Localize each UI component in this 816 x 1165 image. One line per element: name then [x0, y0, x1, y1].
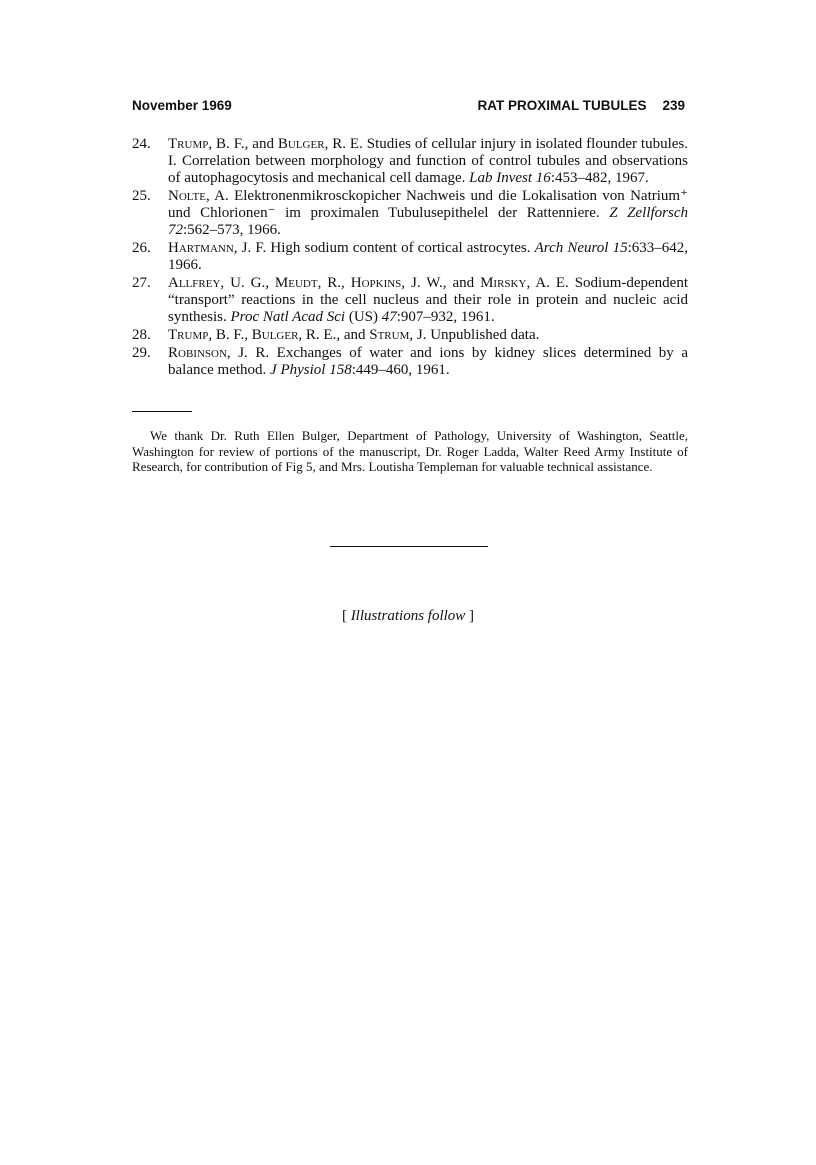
section-divider	[330, 546, 488, 547]
journal-citation: Lab Invest 16	[469, 170, 551, 186]
reference-item	[132, 327, 688, 344]
footnote-divider	[132, 411, 192, 412]
author-name: Allfrey	[168, 275, 221, 291]
reference-text: :453–482, 1967.	[550, 170, 649, 186]
author-name: Mirsky	[480, 275, 527, 291]
author-name: Hopkins	[350, 275, 402, 291]
journal-citation: 47	[381, 309, 397, 325]
follow-bracket-close: ]	[465, 608, 475, 624]
author-name: Bulger	[277, 136, 325, 152]
running-header	[132, 98, 685, 118]
page-number: 239	[662, 98, 685, 113]
author-name: Robinson	[168, 345, 227, 361]
author-name: Bulger	[251, 327, 299, 343]
reference-item	[132, 240, 688, 274]
reference-number: 24.	[132, 136, 151, 152]
reference-item	[132, 188, 688, 239]
author-name: Meudt	[274, 275, 318, 291]
reference-number: 28.	[132, 327, 151, 343]
author-name: Trump	[168, 136, 209, 152]
illustrations-follow-note	[0, 608, 816, 625]
reference-text: , A. Elektronenmikrosckopicher Nachweis und die Lokalisation von Natrium⁺ und Chlorionen⁻ im proximalen Tubulusepithelel der Rattenniere.	[168, 188, 688, 221]
author-name: Strum	[369, 327, 410, 343]
reference-text: :907–932, 1961.	[396, 309, 495, 325]
reference-text: :449–460, 1961.	[351, 362, 450, 378]
reference-text: , B. F.,	[208, 327, 252, 343]
journal-citation: Proc Natl Acad Sci	[230, 309, 346, 325]
reference-text: , R.,	[317, 275, 351, 291]
journal-citation: J Physiol 158	[270, 362, 352, 378]
reference-text: , A. E. Sodium-dependent “transport” reactions in the cell nucleus and their role in protein and nucleic acid synthesis.	[168, 275, 689, 325]
reference-text: , J. F. High sodium content of cortical astrocytes.	[233, 240, 535, 256]
issue-date: November 1969	[132, 98, 232, 113]
reference-list	[132, 136, 688, 380]
reference-text: :633–642, 1966.	[168, 240, 688, 273]
journal-citation: Z Zellforsch 72	[168, 205, 688, 238]
running-title-group	[477, 98, 685, 113]
running-title: RAT PROXIMAL TUBULES	[477, 98, 647, 113]
reference-item	[132, 136, 688, 187]
reference-item	[132, 275, 688, 326]
author-name: Trump	[168, 327, 209, 343]
reference-item	[132, 345, 688, 379]
author-name: Hartmann	[168, 240, 234, 256]
journal-citation: Arch Neurol 15	[534, 240, 628, 256]
reference-number: 25.	[132, 188, 151, 204]
acknowledgment: We thank Dr. Ruth Ellen Bulger, Department of Pathology, University of Washington, Seattle, Washington for review of portions of the manuscript, Dr. Roger Ladda, Walter Reed Army Institute of Research, for contribution of Fig 5, and Mrs. Loutisha Templeman for valuable technical assistance.	[132, 428, 688, 474]
reference-text: , J. R. Exchanges of water and ions by kidney slices determined by a balance method.	[168, 345, 688, 378]
reference-text: , R. E., and	[298, 327, 370, 343]
reference-text: , J. W., and	[401, 275, 481, 291]
follow-bracket-open: [	[341, 608, 351, 624]
reference-text: , B. F., and	[208, 136, 278, 152]
reference-text: , U. G.,	[220, 275, 275, 291]
follow-text: Illustrations follow	[350, 608, 466, 624]
reference-number: 26.	[132, 240, 151, 256]
reference-number: 27.	[132, 275, 151, 291]
reference-text: (US)	[345, 309, 382, 325]
author-name: Nolte	[168, 188, 206, 204]
reference-text: :562–573, 1966.	[183, 222, 281, 238]
reference-number: 29.	[132, 345, 151, 361]
reference-text: , R. E. Studies of cellular injury in isolated flounder tubules. I. Correlation between morphology and function of control tubules and observations of autophagocytosis and mechanical cell damage.	[168, 136, 688, 186]
reference-text: , J. Unpublished data.	[409, 327, 540, 343]
